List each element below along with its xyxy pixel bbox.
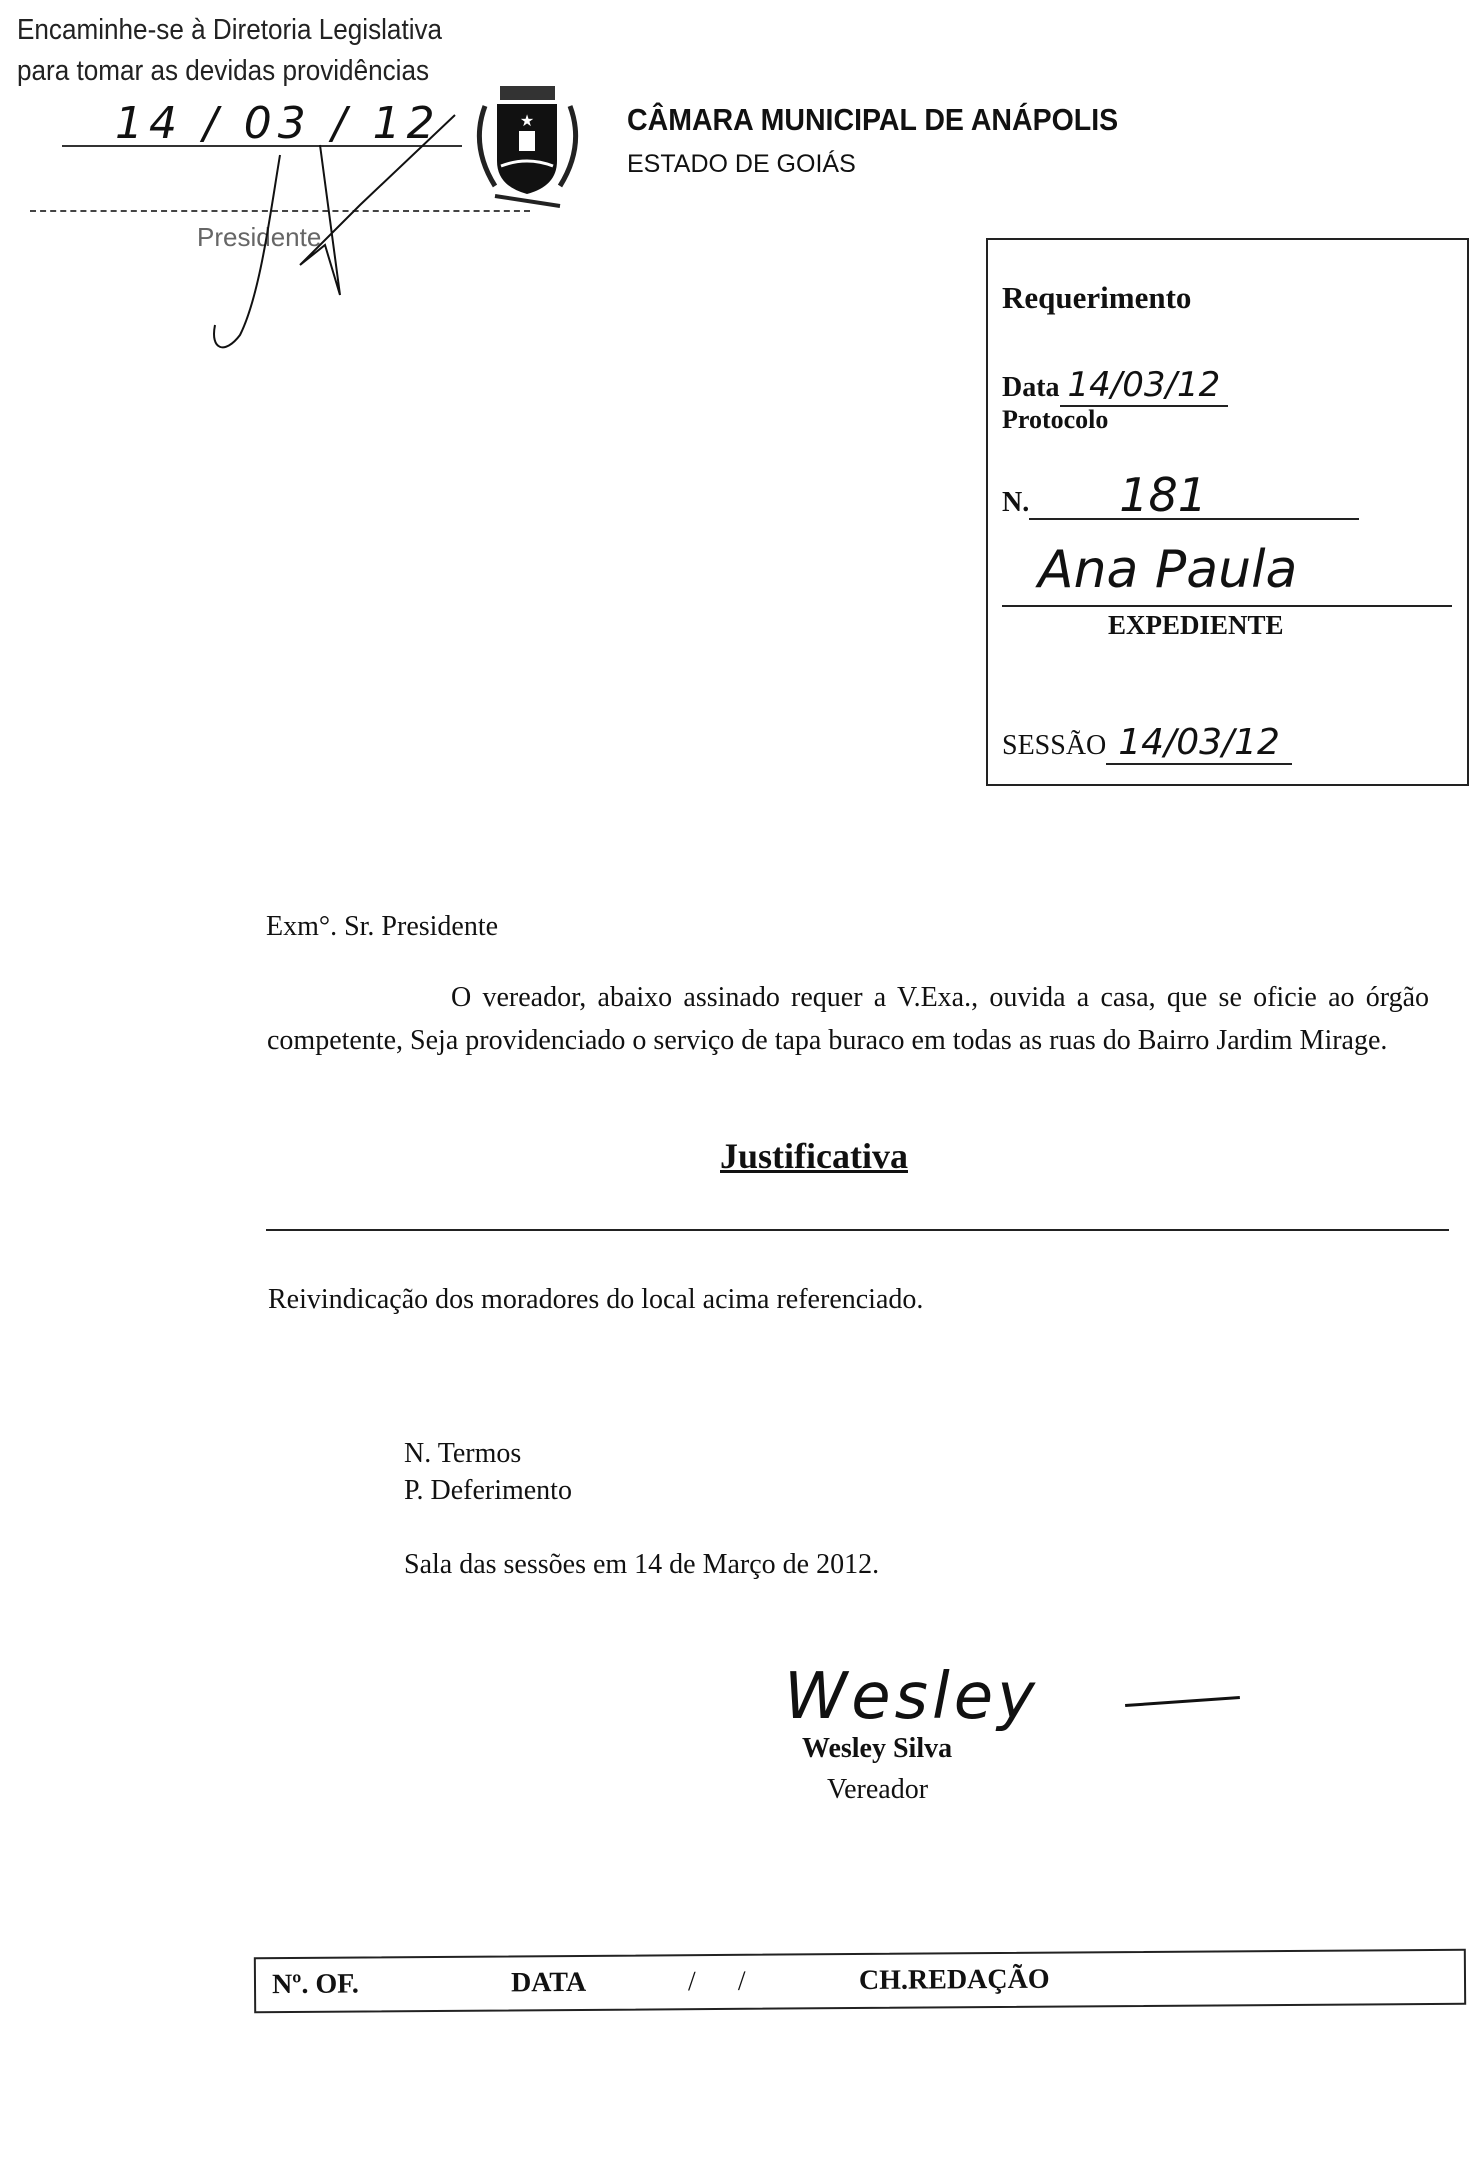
dispatch-date: 14 / 03 / 12 <box>115 98 441 149</box>
municipal-emblem <box>465 76 590 216</box>
justification-text: Reivindicação dos moradores do local acima referenciado. <box>268 1284 924 1315</box>
expediente-line <box>1002 605 1452 607</box>
footer-data-label: DATA <box>510 1966 587 1999</box>
svg-text:★: ★ <box>519 113 535 130</box>
sessao-label: SESSÃO <box>1002 730 1107 761</box>
signer-name: Wesley Silva <box>802 1733 953 1764</box>
state-subtitle: ESTADO DE GOIÁS <box>627 150 856 178</box>
salutation: Exm°. Sr. Presidente <box>266 911 499 942</box>
protocolo-label: Protocolo <box>1002 405 1109 434</box>
request-body: O vereador, abaixo assinado requer a V.Exa., ouvida a casa, que se oficie ao órgão competente, Seja providenciado o serviço de tapa buraco em todas as ruas do Bairro Jardim Mirage. <box>267 982 1429 1056</box>
requerimento-heading: Requerimento <box>1002 280 1192 315</box>
office-record-box <box>254 1949 1466 2013</box>
justification-heading: Justificativa <box>720 1136 908 1176</box>
dispatch-stamp-line1: Encaminhe-se à Diretoria Legislativa <box>17 14 443 46</box>
data-value: 14/03/12 <box>1060 365 1229 407</box>
expediente-signature: Ana Paula <box>1038 540 1298 600</box>
divider <box>266 1229 1449 1231</box>
closing-deferimento: P. Deferimento <box>404 1475 572 1506</box>
n-label: N. <box>1002 487 1030 518</box>
place-date: Sala das sessões em 14 de Março de 2012. <box>404 1549 880 1580</box>
president-label: Presidente <box>197 222 322 252</box>
president-signature <box>200 95 470 355</box>
signer-role: Vereador <box>827 1774 929 1805</box>
data-label: Data <box>1002 372 1060 403</box>
dispatch-stamp-line2: para tomar as devidas providências <box>17 55 430 87</box>
protocol-box <box>986 238 1469 786</box>
data-field <box>1002 365 1228 407</box>
signer-signature: Wesley <box>784 1660 1040 1734</box>
redacao-label: CH.REDAÇÃO <box>858 1963 1050 1997</box>
footer-data-slashes: / / <box>687 1965 746 1998</box>
expediente-label: EXPEDIENTE <box>1108 610 1284 640</box>
n-field <box>1002 468 1359 522</box>
signature-stroke <box>1125 1696 1240 1707</box>
sessao-field <box>1002 722 1292 765</box>
closing-termos: N. Termos <box>404 1438 522 1469</box>
of-label: Nº. OF. <box>271 1968 359 2001</box>
n-value: 181 <box>1029 472 1359 520</box>
chamber-title: CÂMARA MUNICIPAL DE ANÁPOLIS <box>627 102 1119 137</box>
sessao-value: 14/03/12 <box>1106 722 1292 765</box>
